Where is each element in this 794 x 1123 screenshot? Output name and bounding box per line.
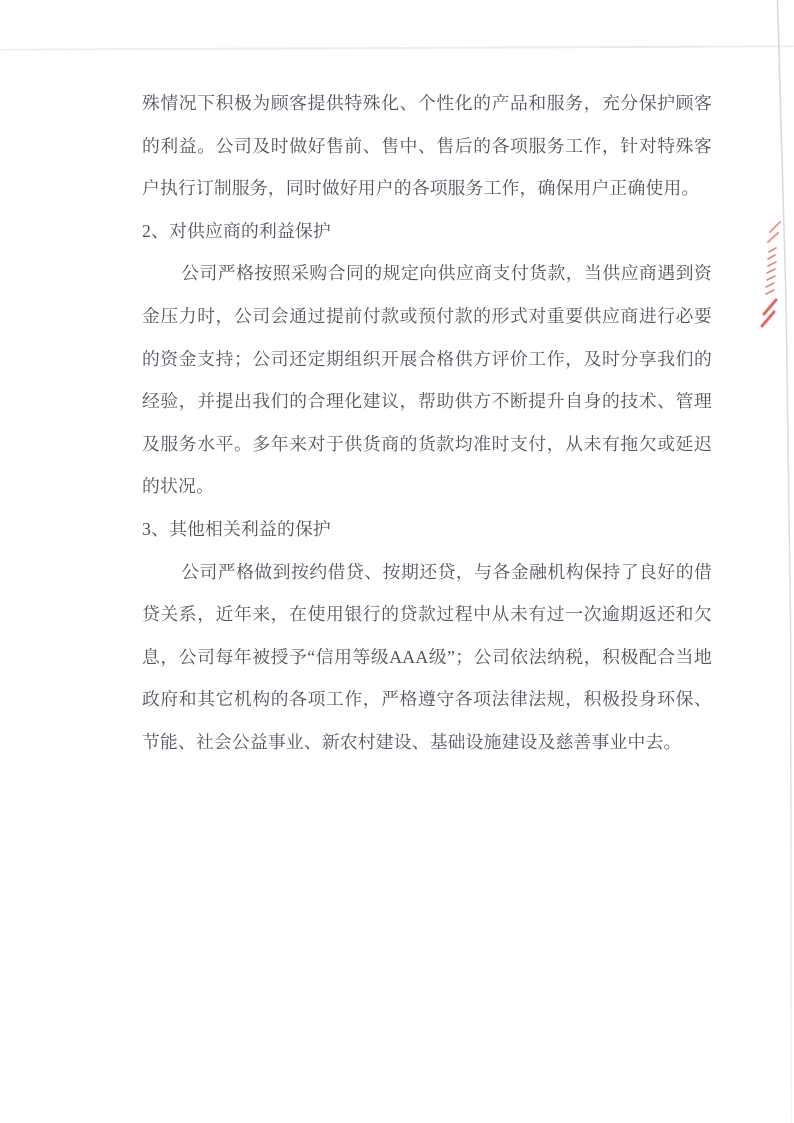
seal-fragment: [756, 218, 786, 330]
heading-other-interest-protection: 3、其他相关利益的保护: [142, 518, 331, 539]
scan-top-edge-line: [0, 45, 794, 50]
document-body: [142, 82, 712, 764]
paragraph-customer-protection-continuation: 殊情况下积极为顾客提供特殊化、个性化的产品和服务，充分保护顾客的利益。公司及时做好售前、售中、售后的各项服务工作，针对特殊客户执行订制服务，同时做好用户的各项服务工作，确保用户正确使用。: [142, 93, 712, 199]
paragraph-other-interest-protection: 公司严格做到按约借贷、按期还贷，与各金融机构保持了良好的借贷关系，近年来，在使用银行的贷款过程中从未有过一次逾期返还和欠息，公司每年被授予“信用等级AAA级”；公司依法纳税，积极配合当地政府和其它机构的各项工作，严格遵守各项法律法规，积极投身环保、节能、社会公益事业、新农村建设、基础设施建设及慈善事业中去。: [142, 561, 712, 752]
paragraph-supplier-interest-protection: 公司严格按照采购合同的规定向供应商支付货款，当供应商遇到资金压力时，公司会通过提前付款或预付款的形式对重要供应商进行必要的资金支持；公司还定期组织开展合格供方评价工作，及时分享我们的经验，并提出我们的合理化建议，帮助供方不断提升自身的技术、管理及服务水平。多年来对于供货商的货款均准时支付，从未有拖欠或延迟的状况。: [142, 263, 712, 497]
heading-supplier-interest-protection: 2、对供应商的利益保护: [142, 220, 331, 241]
